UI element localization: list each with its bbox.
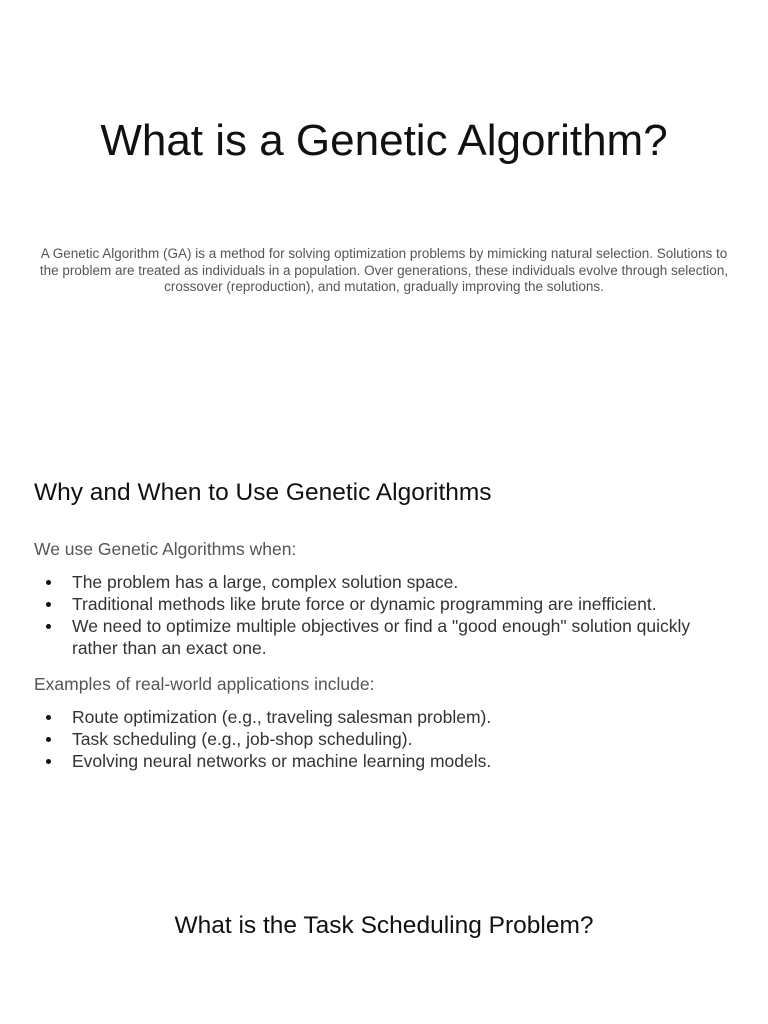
list-item-text: Task scheduling (e.g., job-shop scheduling). [72, 729, 413, 749]
list-item-text: Route optimization (e.g., traveling salesman problem). [72, 707, 492, 727]
bullet-icon [46, 580, 51, 585]
examples-intro-text: Examples of real-world applications include: [34, 674, 375, 694]
list-item-text: Traditional methods like brute force or dynamic programming are inefficient. [72, 594, 657, 614]
list-item [34, 750, 734, 772]
list-item [34, 615, 734, 659]
use-cases-list [34, 571, 734, 659]
examples-list [34, 706, 734, 772]
bullet-icon [46, 602, 51, 607]
list-item [34, 728, 734, 750]
bullet-icon [46, 737, 51, 742]
list-item-text: The problem has a large, complex solution space. [72, 572, 459, 592]
bullet-icon [46, 715, 51, 720]
use-intro-text: We use Genetic Algorithms when: [34, 539, 297, 559]
bullet-icon [46, 624, 51, 629]
intro-paragraph: A Genetic Algorithm (GA) is a method for solving optimization problems by mimicking natural selection. Solutions to the problem are treated as individuals in a population. Over generations, these individuals evolve through selection, crossover (reproduction), and mutation, gradually improving the solutions. [39, 246, 729, 294]
bullet-icon [46, 759, 51, 764]
list-item [34, 571, 734, 593]
page-title: What is a Genetic Algorithm? [100, 116, 668, 165]
list-item [34, 593, 734, 615]
list-item-text: Evolving neural networks or machine learning models. [72, 751, 492, 771]
next-section-heading: What is the Task Scheduling Problem? [174, 912, 594, 939]
section-heading: Why and When to Use Genetic Algorithms [34, 479, 492, 506]
list-item [34, 706, 734, 728]
list-item-text: We need to optimize multiple objectives or find a "good enough" solution quickly rather than an exact one. [72, 616, 691, 658]
